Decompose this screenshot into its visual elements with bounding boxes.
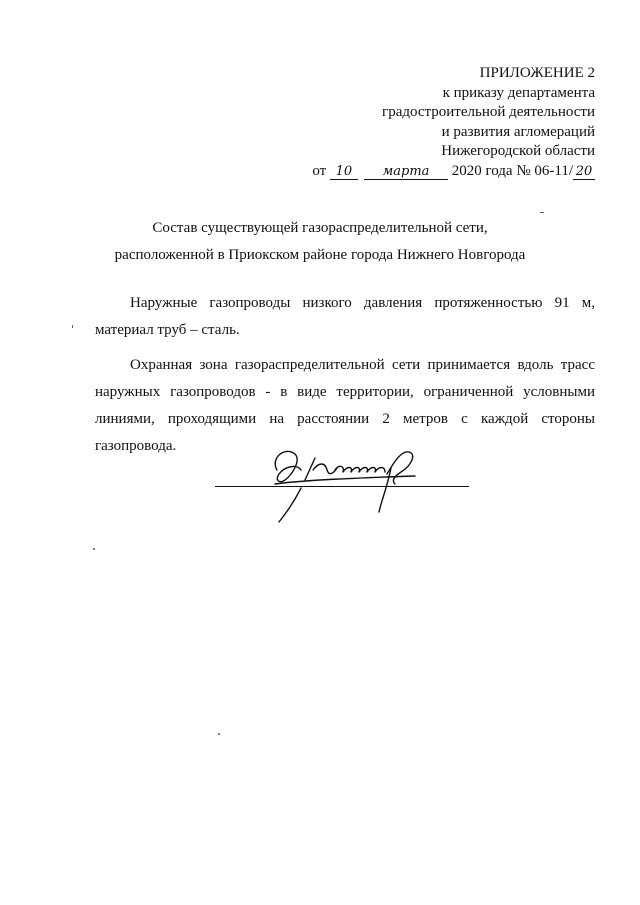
date-prefix: от (312, 162, 327, 179)
handwritten-month: марта (364, 165, 448, 180)
scan-speck (93, 548, 95, 550)
handwritten-day: 10 (330, 165, 358, 180)
signature-block (215, 440, 475, 530)
order-date-line (312, 162, 595, 182)
scan-speck (218, 733, 220, 735)
scan-speck (72, 325, 73, 328)
handwritten-signature (215, 440, 475, 530)
paragraph-pipelines: Наружные газопроводы низкого давления протяженностью 91 м, материал труб – сталь. (95, 295, 595, 338)
document-title (0, 215, 640, 269)
title-line-2: расположенной в Приокском районе города Нижнего Новгорода (114, 247, 526, 263)
appendix-title: ПРИЛОЖЕНИЕ 2 (479, 65, 595, 81)
appendix-line-4: Нижегородской области (441, 143, 595, 159)
scan-speck (540, 212, 544, 213)
appendix-line-3: и развития агломераций (441, 123, 595, 140)
paragraph-protection-zone: Охранная зона газораспределительной сети принимается вдоль трасс наружных газопроводов - в виде территории, ограниченной условными линиями, проходящими на расстоянии 2 метров с каждой стороны газопровода. (95, 357, 595, 454)
appendix-line-1: к приказу департамента (442, 84, 595, 101)
title-line-1: Состав существующей газораспределительной сети, (152, 220, 488, 236)
appendix-line-2: градостроительной деятельности (382, 104, 595, 120)
appendix-header (312, 64, 595, 181)
date-suffix: 2020 года № 06-11/ (451, 162, 573, 179)
handwritten-order-number: 20 (573, 165, 595, 180)
